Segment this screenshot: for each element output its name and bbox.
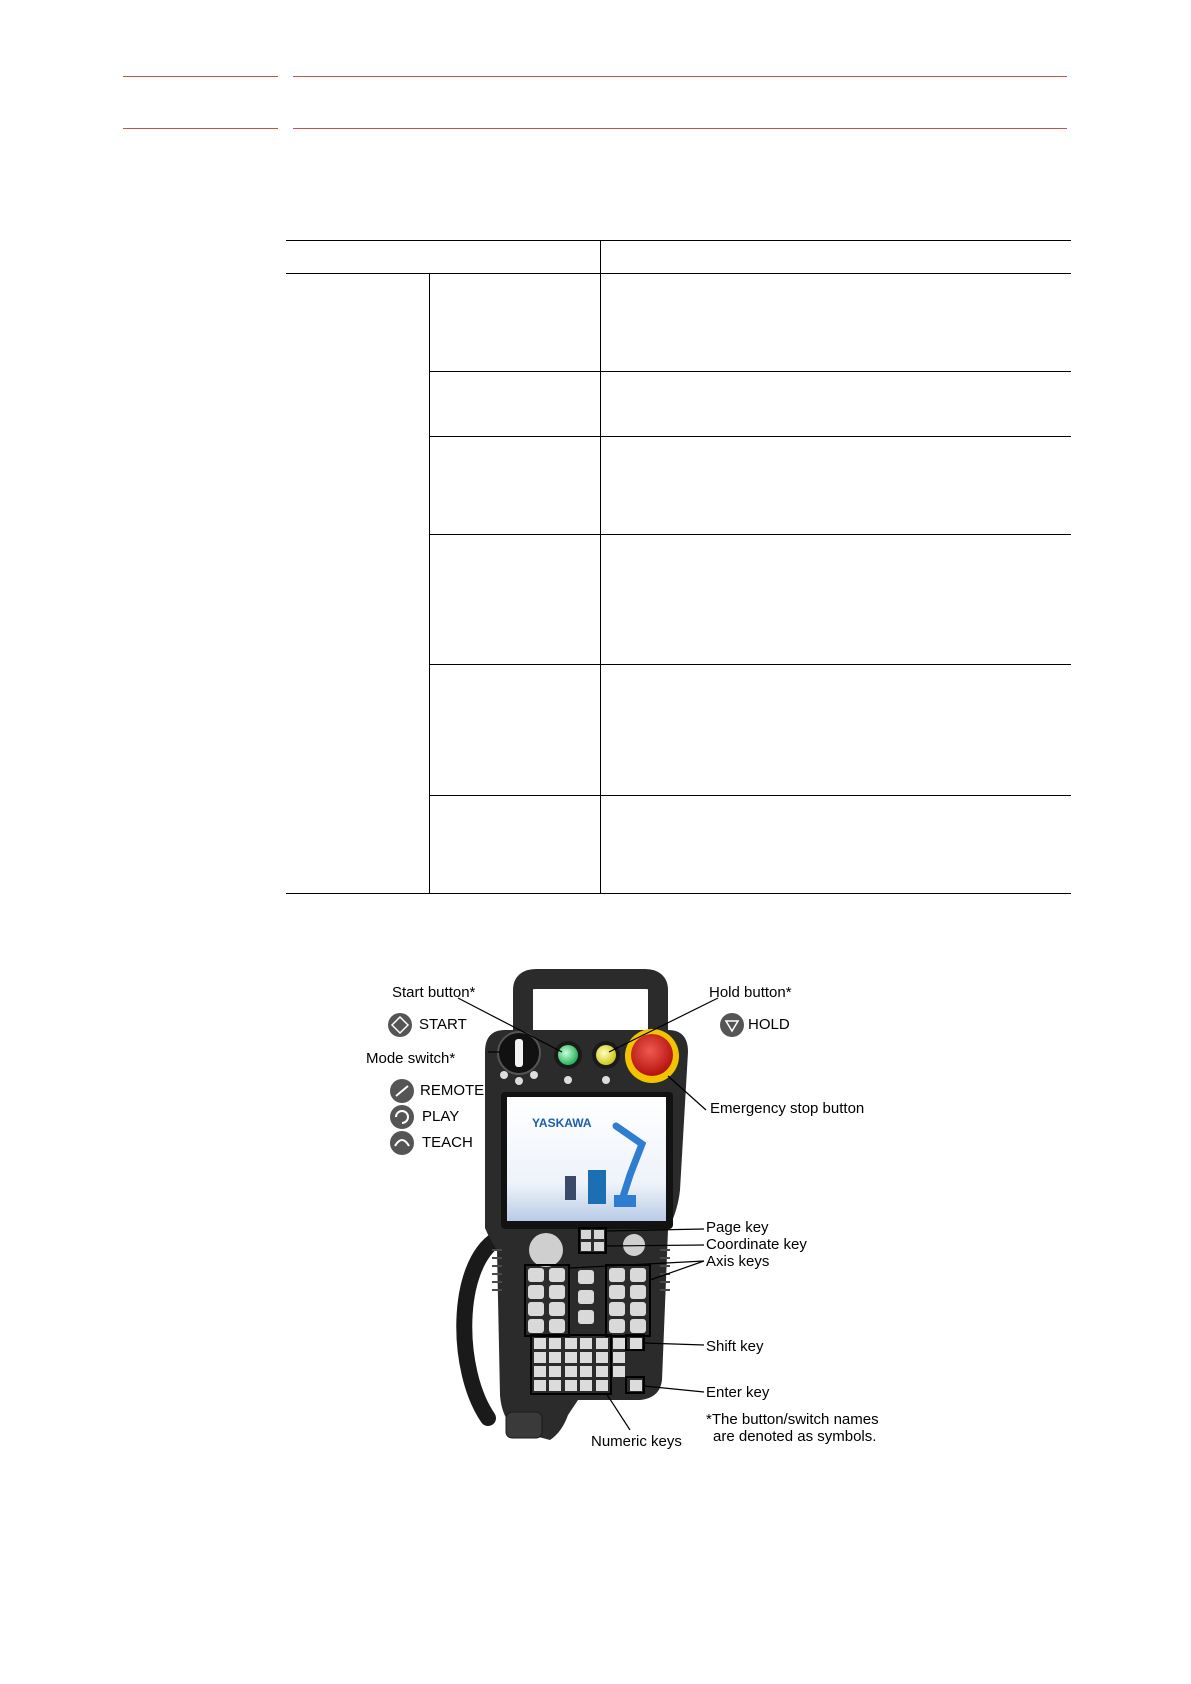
hold-button-label: Hold button*: [709, 984, 792, 1001]
select-button-graphic: [623, 1234, 645, 1256]
carry-handle: [523, 979, 658, 1036]
teach-symbol-icon: [390, 1131, 414, 1155]
numeric-keys-label: Numeric keys: [591, 1433, 682, 1450]
hold-symbol-label: HOLD: [748, 1016, 790, 1033]
hold-symbol-icon: [720, 1013, 744, 1037]
screen-brand: YASKAWA: [532, 1116, 592, 1130]
axis-keys-label: Axis keys: [706, 1253, 770, 1270]
page-key-label: Page key: [706, 1219, 769, 1236]
coordinate-key-label: Coordinate key: [706, 1236, 807, 1253]
footnote-line-2: are denoted as symbols.: [713, 1428, 877, 1445]
teach-symbol-label: TEACH: [422, 1134, 473, 1151]
footnote-line-1: *The button/switch names: [706, 1411, 879, 1428]
jog-cross-graphic: [529, 1233, 563, 1267]
remote-symbol-label: REMOTE: [420, 1082, 485, 1099]
cable-connector: [506, 1412, 542, 1438]
play-symbol-icon: [390, 1105, 414, 1129]
shift-key-label: Shift key: [706, 1338, 764, 1355]
mode-switch-label: Mode switch*: [366, 1050, 456, 1067]
emergency-stop-label: Emergency stop button: [710, 1100, 865, 1117]
start-symbol-label: START: [419, 1016, 467, 1033]
enter-key-label: Enter key: [706, 1384, 770, 1401]
play-symbol-label: PLAY: [422, 1108, 460, 1125]
start-button-label: Start button*: [392, 984, 476, 1001]
